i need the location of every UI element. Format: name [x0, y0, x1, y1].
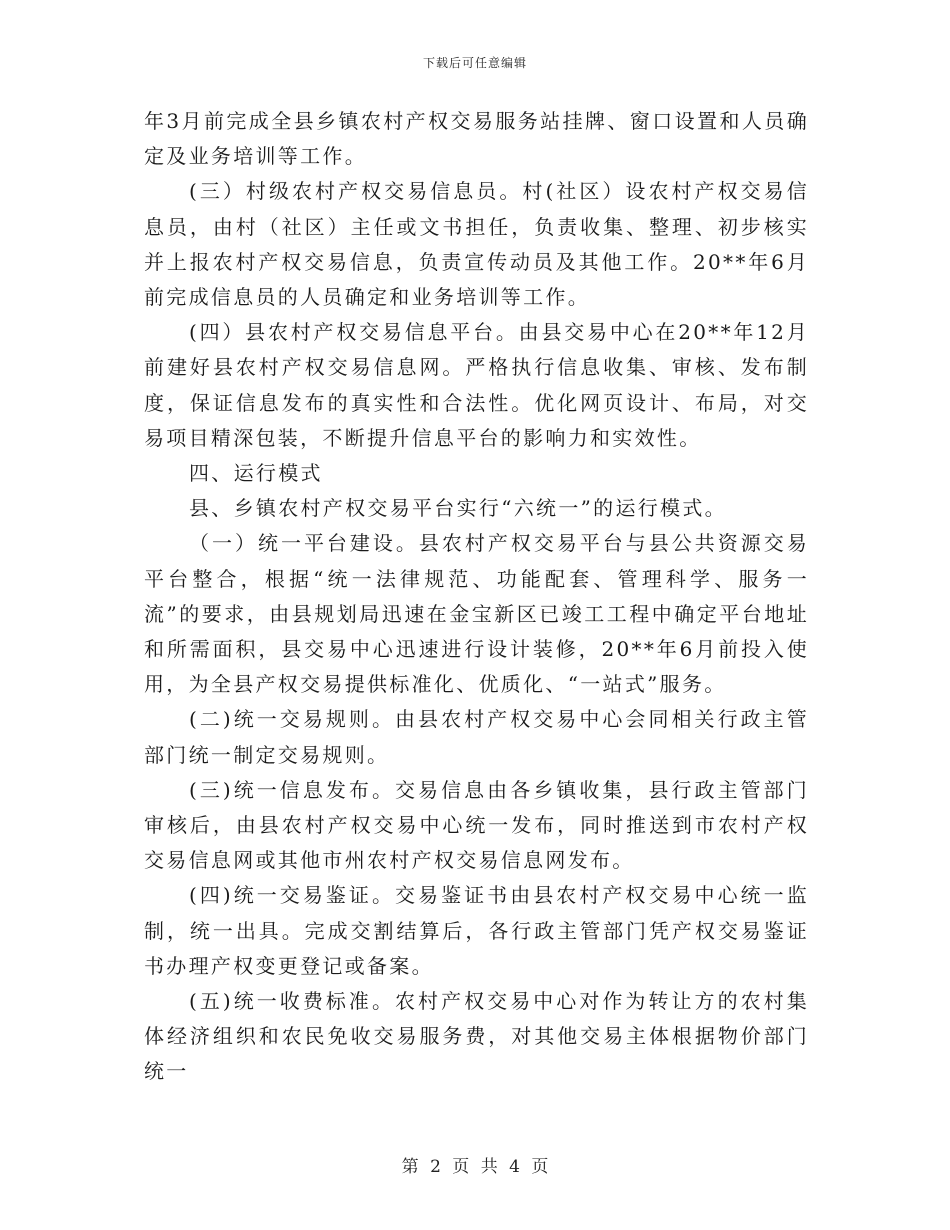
- paragraph-county-info-platform: (四）县农村产权交易信息平台。由县交易中心在20**年12月前建好县农村产权交易信息网。严格执行信息收集、审核、发布制度，保证信息发布的真实性和合法性。优化网页设计、布局，对交易项目精深包装，不断提升信息平台的影响力和实效性。: [144, 320, 809, 450]
- document-body: [144, 104, 809, 1090]
- paragraph-unified-fees: (五)统一收费标准。农村产权交易中心对作为转让方的农村集体经济组织和农民免收交易服务费，对其他交易主体根据物价部门统一: [144, 989, 809, 1084]
- paragraph-unified-certification: (四)统一交易鉴证。交易鉴证书由县农村产权交易中心统一监制，统一出具。完成交割结算后，各行政主管部门凭产权交易鉴证书办理产权变更登记或备案。: [144, 883, 809, 978]
- section-heading-operation-mode: 四、运行模式: [189, 461, 323, 486]
- paragraph-unified-info-release: (三)统一信息发布。交易信息由各乡镇收集，县行政主管部门审核后，由县农村产权交易中心统一发布，同时推送到市农村产权交易信息网或其他市州农村产权交易信息网发布。: [144, 777, 809, 873]
- paragraph-six-unified-intro: 县、乡镇农村产权交易平台实行“六统一”的运行模式。: [189, 496, 727, 521]
- paragraph-village-info-officer: (三）村级农村产权交易信息员。村(社区）设农村产权交易信息员，由村（社区）主任或文书担任，负责收集、整理、初步核实并上报农村产权交易信息，负责宣传动员及其他工作。20**年6月前完成信息员的人员确定和业务培训等工作。: [144, 179, 809, 310]
- paragraph-continuation: 年3月前完成全县乡镇农村产权交易服务站挂牌、窗口设置和人员确定及业务培训等工作。: [144, 109, 809, 169]
- paragraph-unified-platform: （一）统一平台建设。县农村产权交易平台与县公共资源交易平台整合，根据“统一法律规范、功能配套、管理科学、服务一流”的要求，由县规划局迅速在金宝新区已竣工工程中确定平台地址和所需面积，县交易中心迅速进行设计装修，20**年6月前投入使用，为全县产权交易提供标准化、优质化、“一站式”服务。: [144, 531, 809, 697]
- page-header-note: 下载后可任意编辑: [422, 56, 527, 70]
- page-number: 第 2 页 共 4 页: [401, 1157, 549, 1177]
- paragraph-unified-rules: (二)统一交易规则。由县农村产权交易中心会同相关行政主管部门统一制定交易规则。: [144, 707, 809, 767]
